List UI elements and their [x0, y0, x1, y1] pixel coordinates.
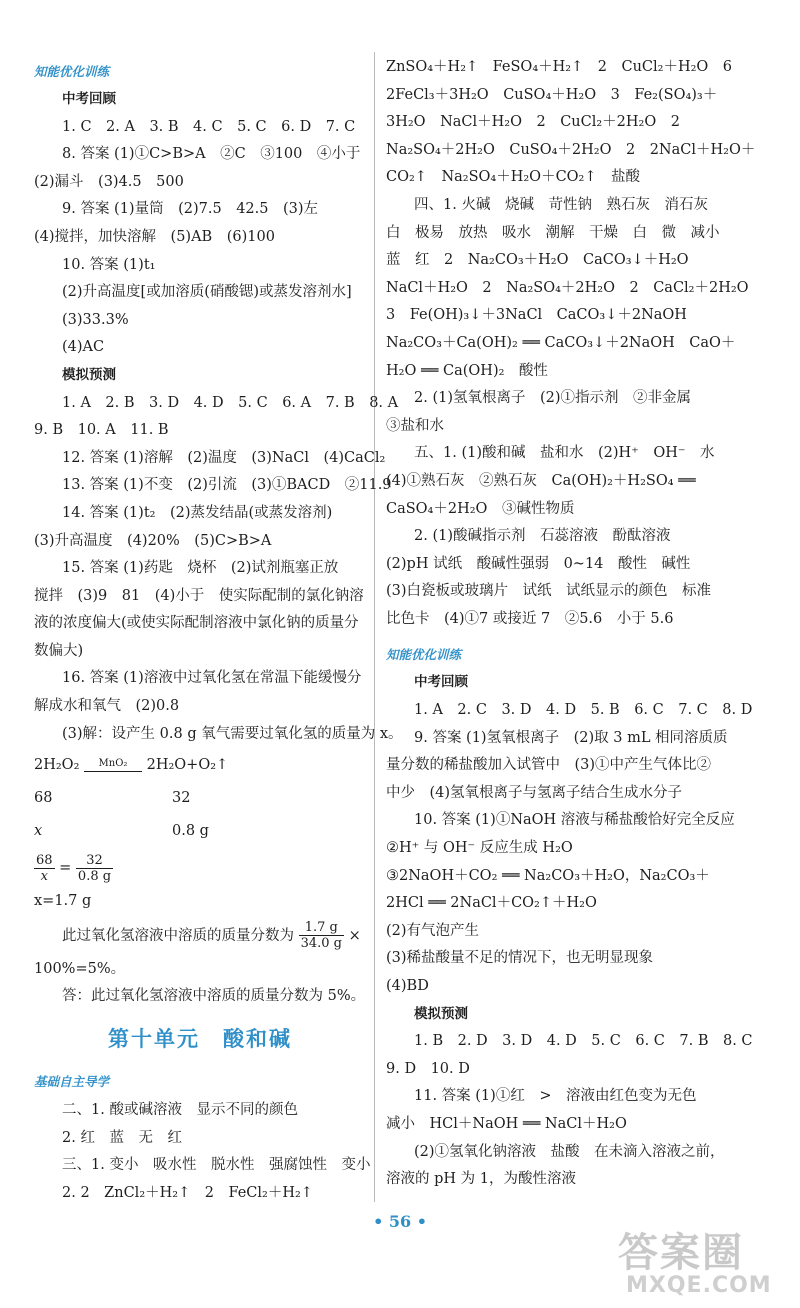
- answer-line: 15. 答案 (1)药匙 烧杯 (2)试剂瓶塞正放: [62, 560, 339, 577]
- answer-line: 100%=5%。: [34, 960, 126, 977]
- reaction-arrow: [84, 759, 142, 772]
- answer-line: 二、1. 酸或碱溶液 显示不同的颜色: [62, 1102, 298, 1119]
- subsection-heading: 中考回顾: [62, 91, 116, 107]
- answer-line: 16. 答案 (1)溶液中过氧化氢在常温下能缓慢分: [62, 670, 362, 687]
- answer-line: ②H⁺ 与 OH⁻ 反应生成 H₂O: [386, 840, 573, 857]
- section-heading: 基础自主导学: [34, 1074, 110, 1090]
- answer-line: (4)AC: [62, 339, 105, 356]
- mass-fraction-line: [34, 916, 366, 956]
- catalyst-label: MnO₂: [98, 757, 128, 769]
- subsection-heading: 模拟预测: [62, 366, 116, 383]
- answer-line: 2HCl ══ 2NaCl＋CO₂↑＋H₂O: [386, 895, 597, 912]
- answer-line: (3)稀盐酸量不足的情况下，也无明显现象: [386, 950, 654, 967]
- watermark: [618, 1232, 788, 1302]
- answer-line: (4)搅拌，加快溶解 (5)AB (6)100: [34, 228, 275, 245]
- answer-line: 2. (1)氢氧根离子 (2)①指示剂 ②非金属: [414, 390, 692, 407]
- answer-line: (4)BD: [386, 978, 429, 994]
- answer-line: 白 极易 放热 吸水 潮解 干燥 白 微 减小: [386, 224, 720, 241]
- fraction-denominator: x: [40, 868, 48, 884]
- answer-line: 14. 答案 (1)t₂ (2)蒸发结晶(或蒸发溶剂): [62, 504, 333, 521]
- fraction: [34, 853, 55, 884]
- answer-line: (3)解：设产生 0.8 g 氧气需要过氧化氢的质量为 x。: [62, 725, 403, 742]
- conclusion-line: 答：此过氧化氢溶液中溶质的质量分数为 5%。: [62, 988, 366, 1005]
- answer-line: 11. 答案 (1)①红 > 溶液由红色变为无色: [414, 1088, 697, 1105]
- answer-line: (4)①熟石灰 ②熟石灰 Ca(OH)₂＋H₂SO₄ ══: [386, 472, 696, 489]
- ratio-value: 32: [172, 790, 191, 807]
- answer-line: 9. 答案 (1)氢氧根离子 (2)取 3 mL 相同溶质质: [414, 729, 728, 746]
- answer-line: (2)升高温度[或加溶质(硝酸锶)或蒸发溶剂水]: [62, 284, 352, 301]
- answer-line: (2)①氢氧化钠溶液 盐酸 在未滴入溶液之前，: [414, 1143, 725, 1160]
- answer-line: ③盐和水: [386, 417, 444, 434]
- answer-line: 2. 红 蓝 无 红: [62, 1129, 182, 1146]
- answer-line: 五、1. (1)酸和碱 盐和水 (2)H⁺ OH⁻ 水: [414, 445, 715, 462]
- mass-fraction-text: 此过氧化氢溶液中溶质的质量分数为: [62, 927, 294, 944]
- fraction-numerator: 32: [76, 853, 113, 869]
- answer-line: H₂O ══ Ca(OH)₂ 酸性: [386, 362, 548, 379]
- answer-line: CO₂↑ Na₂SO₄＋H₂O＋CO₂↑ 盐酸: [386, 169, 641, 186]
- answer-line: 1. B 2. D 3. D 4. D 5. C 6. C 7. B 8. C: [414, 1033, 753, 1050]
- answer-line: CaSO₄＋2H₂O ③碱性物质: [386, 500, 575, 517]
- answer-line: 三、1. 变小 吸水性 脱水性 强腐蚀性 变小: [62, 1157, 371, 1174]
- answer-line: 9. B 10. A 11. B: [34, 422, 169, 439]
- section-heading: 知能优化训练: [386, 647, 462, 663]
- ratio-value: 68: [34, 790, 53, 807]
- answer-line: 比色卡 (4)①7 或接近 7 ②5.6 小于 5.6: [386, 610, 674, 627]
- ratio-row: [34, 782, 366, 815]
- fraction-denominator: 34.0 g: [300, 936, 343, 952]
- answer-line: NaCl＋H₂O 2 Na₂SO₄＋2H₂O 2 CaCl₂＋2H₂O: [386, 279, 749, 296]
- equation-reactant: 2H₂O₂: [34, 757, 80, 774]
- answer-line: 2. (1)酸碱指示剂 石蕊溶液 酚酞溶液: [414, 528, 671, 545]
- answer-line: ZnSO₄＋H₂↑ FeSO₄＋H₂↑ 2 CuCl₂＋H₂O 6: [386, 59, 733, 75]
- answer-line: 3H₂O NaCl＋H₂O 2 CuCl₂＋2H₂O 2: [386, 114, 680, 131]
- answer-line: (2)pH 试纸 酸碱性强弱 0~14 酸性 碱性: [386, 555, 691, 572]
- section-heading: 知能优化训练: [34, 64, 110, 79]
- fraction: [76, 853, 113, 884]
- equals-sign: =: [59, 860, 72, 877]
- answer-line: Na₂SO₄＋2H₂O CuSO₄＋2H₂O 2 2NaCl＋H₂O＋: [386, 141, 756, 158]
- answer-line: 1. A 2. C 3. D 4. D 5. B 6. C 7. C 8. D: [414, 702, 753, 719]
- column-divider: [374, 52, 375, 1202]
- equation-product: 2H₂O+O₂↑: [146, 757, 229, 774]
- answer-line: 13. 答案 (1)不变 (2)引流 (3)①BACD ②11.9: [62, 477, 392, 494]
- answer-line: Na₂CO₃＋Ca(OH)₂ ══ CaCO₃↓＋2NaOH CaO＋: [386, 334, 736, 351]
- left-column: [34, 50, 403, 1207]
- answer-line: (2)漏斗 (3)4.5 500: [34, 173, 184, 190]
- chemical-equation: [34, 748, 366, 782]
- answer-line: 搅拌 (3)9 81 (4)小于 使实际配制的氯化钠溶: [34, 587, 364, 604]
- answer-line: 1. A 2. B 3. D 4. D 5. C 6. A 7. B 8. A: [62, 394, 399, 411]
- answer-line: 10. 答案 (1)①NaOH 溶液与稀盐酸恰好完全反应: [414, 812, 735, 829]
- result-line: x=1.7 g: [34, 893, 92, 910]
- answer-line: 2. 2 ZnCl₂＋H₂↑ 2 FeCl₂＋H₂↑: [62, 1184, 313, 1201]
- page-number: • 56 •: [373, 1212, 427, 1231]
- answer-line: (3)白瓷板或玻璃片 试纸 试纸显示的颜色 标准: [386, 583, 712, 600]
- answer-line: 减小 HCl＋NaOH ══ NaCl＋H₂O: [386, 1115, 627, 1132]
- answer-line: (3)33.3%: [62, 311, 129, 328]
- answer-line: 9. D 10. D: [386, 1060, 470, 1077]
- fraction-denominator: 0.8 g: [77, 868, 112, 884]
- answer-line: 中少 (4)氢氧根离子与氢离子结合生成水分子: [386, 784, 683, 801]
- fraction: [299, 920, 344, 951]
- answer-line: 3 Fe(OH)₃↓＋3NaCl CaCO₃↓＋2NaOH: [386, 307, 687, 324]
- unit-title: 第十单元 酸和碱: [108, 1026, 292, 1052]
- fraction-numerator: 1.7 g: [299, 920, 344, 936]
- answer-line: 9. 答案 (1)量筒 (2)7.5 42.5 (3)左: [62, 201, 319, 218]
- right-column: [386, 54, 756, 1194]
- watermark-logo: 答案圈: [618, 1230, 744, 1276]
- ratio-value: 0.8 g: [172, 823, 209, 840]
- answer-line: 10. 答案 (1)t₁: [62, 256, 156, 273]
- answer-line: (3)升高温度 (4)20% (5)C>B>A: [34, 532, 272, 549]
- answer-line: 液的浓度偏大(或使实际配制溶液中氯化钠的质量分: [34, 615, 359, 632]
- watermark-url: MXQE.COM: [626, 1273, 772, 1298]
- answer-line: 2FeCl₃＋3H₂O CuSO₄＋H₂O 3 Fe₂(SO₄)₃＋: [386, 86, 718, 103]
- answer-line: 溶液的 pH 为 1，为酸性溶液: [386, 1171, 576, 1188]
- proportion: [34, 848, 366, 888]
- answer-line: (2)有气泡产生: [386, 922, 480, 939]
- fraction-numerator: 68: [36, 852, 53, 868]
- subsection-heading: 中考回顾: [414, 674, 468, 691]
- answer-line: 蓝 红 2 Na₂CO₃＋H₂O CaCO₃↓＋H₂O: [386, 252, 689, 269]
- answer-line: 1. C 2. A 3. B 4. C 5. C 6. D 7. C: [62, 118, 356, 135]
- ratio-value: x: [34, 823, 43, 840]
- ratio-row: [34, 815, 366, 848]
- answer-line: 12. 答案 (1)溶解 (2)温度 (3)NaCl (4)CaCl₂: [62, 449, 386, 466]
- answer-line: 量分数的稀盐酸加入试管中 (3)①中产生气体比②: [386, 757, 712, 774]
- answer-line: 8. 答案 (1)①C>B>A ②C ③100 ④小于: [62, 146, 361, 163]
- answer-line: 四、1. 火碱 烧碱 苛性钠 熟石灰 消石灰: [414, 196, 708, 213]
- answer-line: 解成水和氧气 (2)0.8: [34, 698, 180, 715]
- answer-line: ③2NaOH＋CO₂ ══ Na₂CO₃＋H₂O，Na₂CO₃＋: [386, 867, 710, 884]
- subsection-heading: 模拟预测: [414, 1005, 468, 1022]
- times-sign: ×: [348, 927, 361, 944]
- answer-line: 数偏大): [34, 642, 84, 659]
